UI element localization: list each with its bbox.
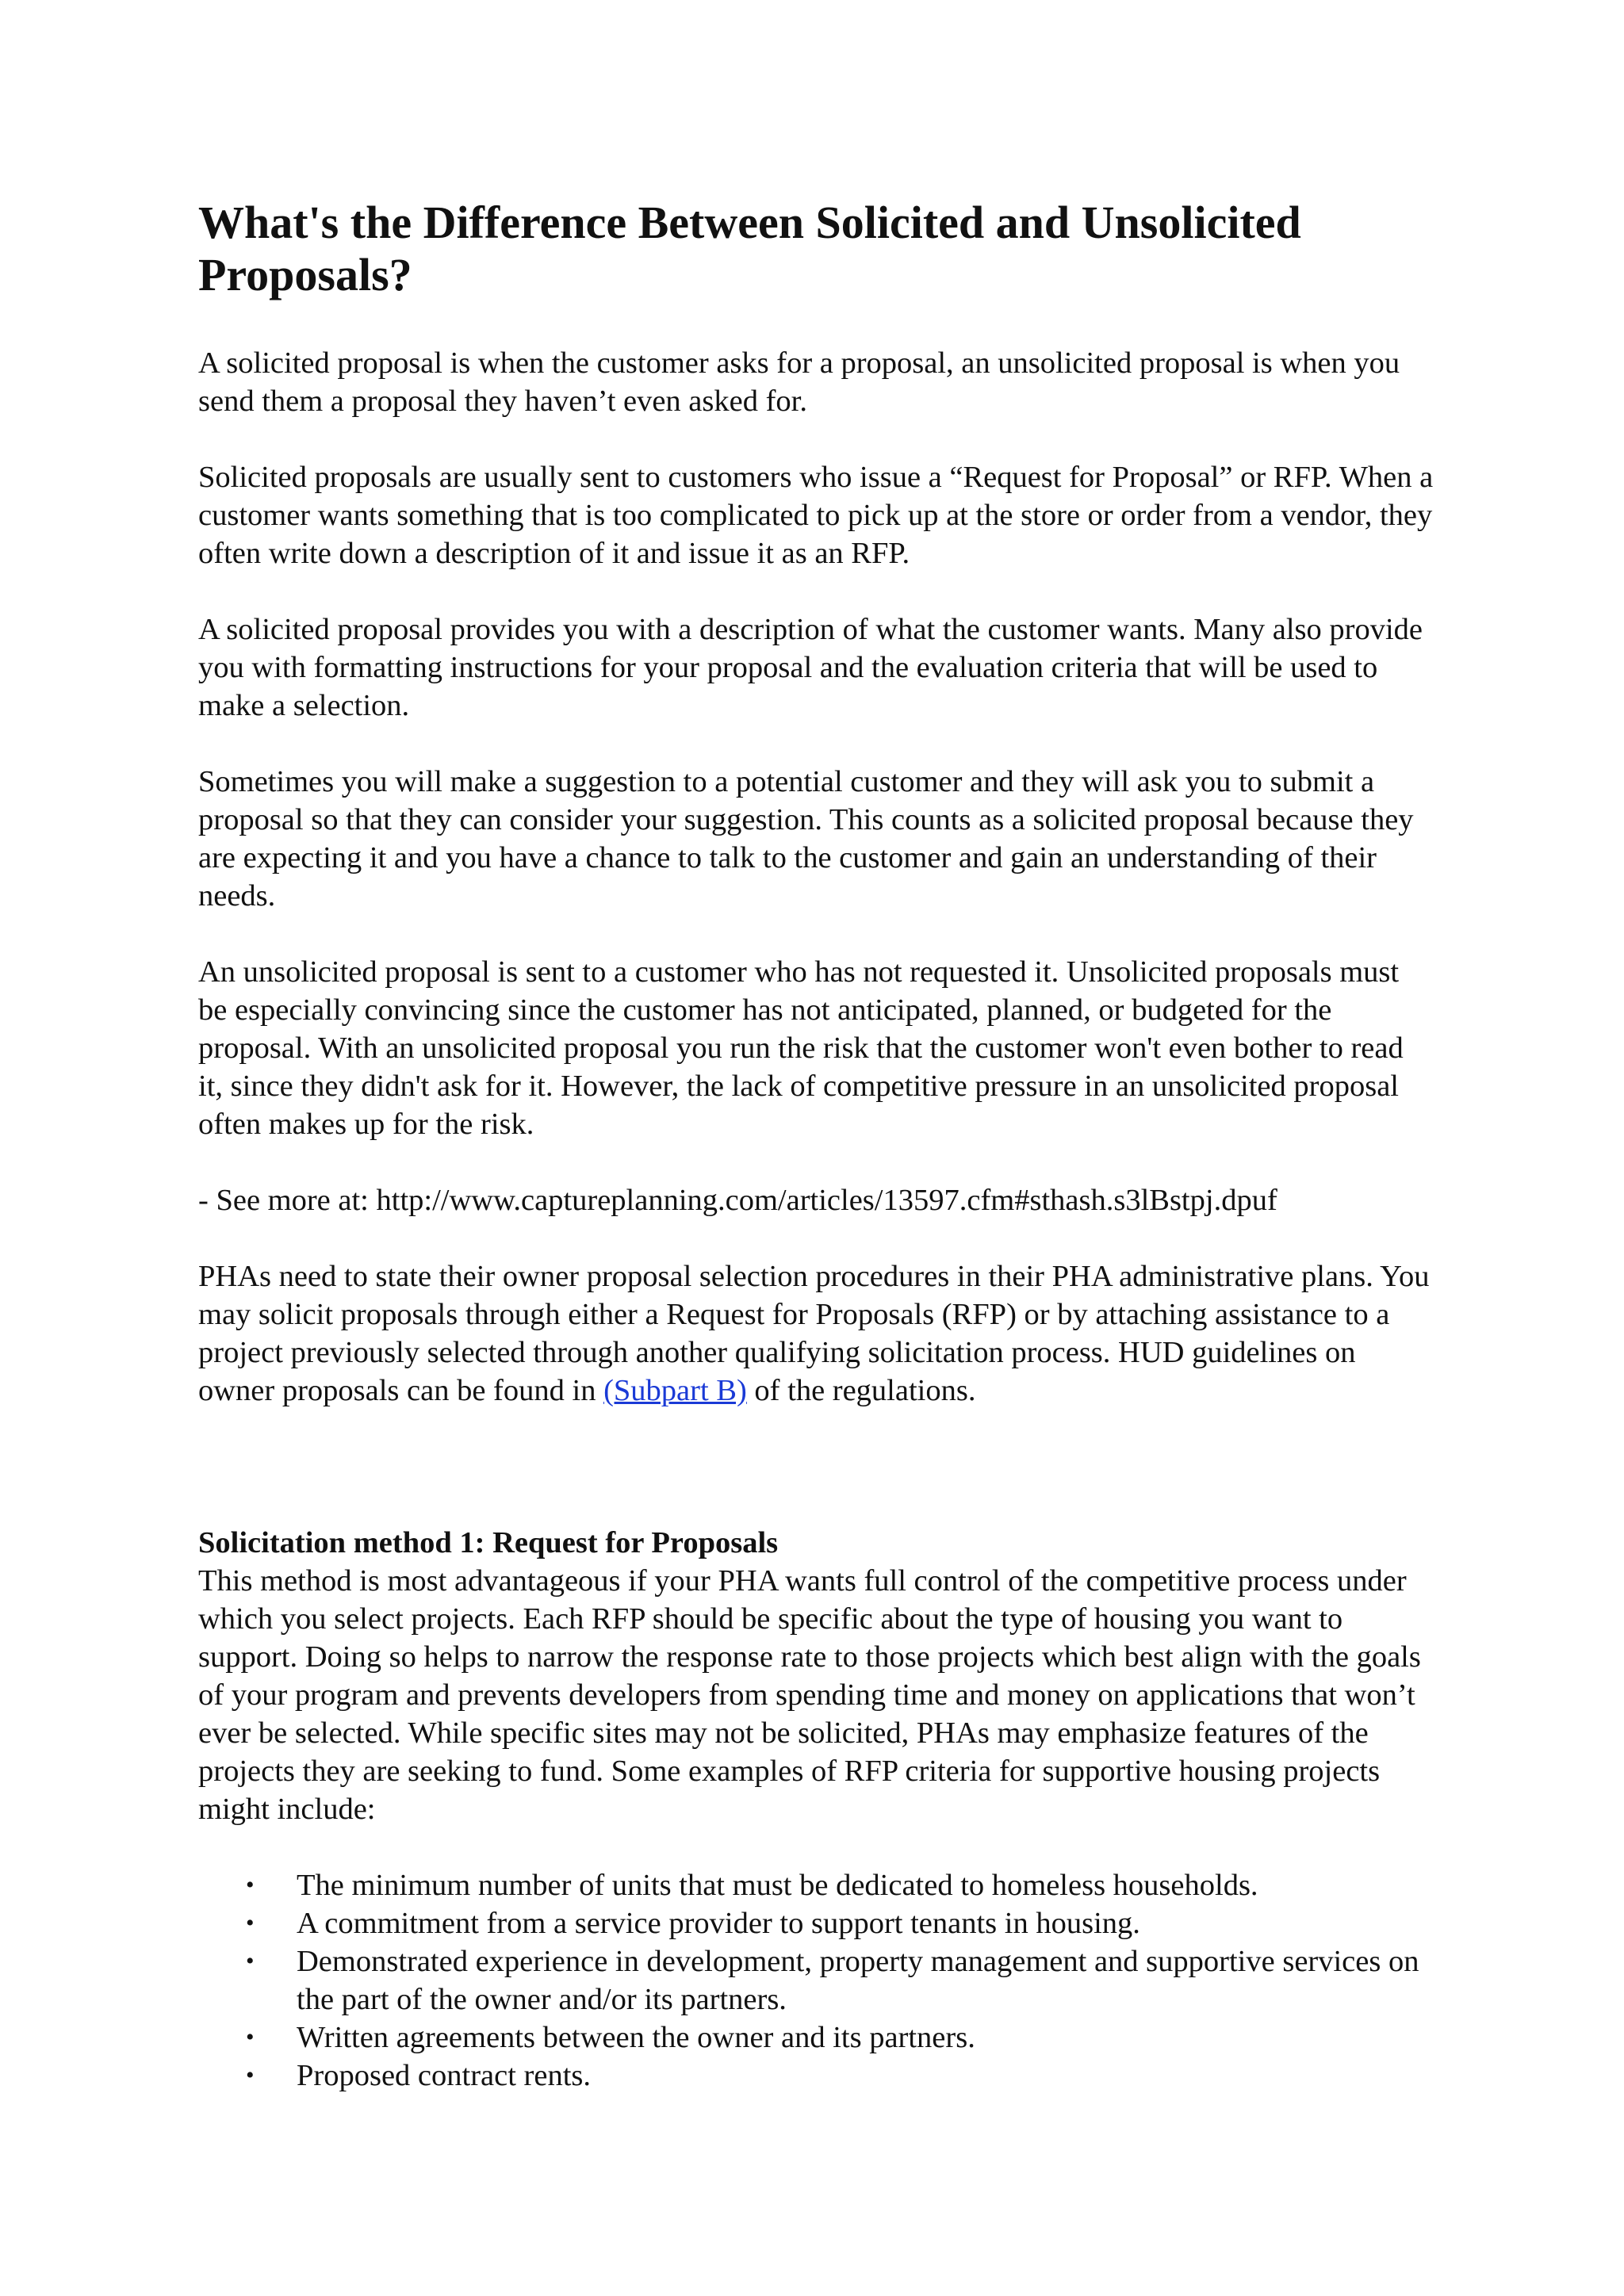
list-item (198, 2057, 1435, 2095)
document-page (198, 197, 1435, 2095)
pha-text: PHAs need to state their owner proposal selection procedures in their PHA administrative plans. You may solicit proposals through either a Request for Proposals (RFP) or by attaching assistance to a project previously selected through another qualifying solicitation process. HUD guidelines on owner proposals can be found in (198, 1260, 1430, 1407)
section-body: This method is most advantageous if your PHA wants full control of the competitive process under which you select projects. Each RFP should be specific about the type of housing you want to support. Doing so helps to narrow the response rate to those projects which best align with the goals of your program and prevents developers from spending time and money on applications that won’t ever be selected. While specific sites may not be solicited, PHAs may emphasize features of the projects they are seeking to fund. Some examples of RFP criteria for supportive housing projects might include: (198, 1564, 1421, 1826)
paragraph-suggestion: Sometimes you will make a suggestion to a potential customer and they will ask you to submit a proposal so that they can consider your suggestion. This counts as a solicited proposal because they are expecting it and you have a chance to talk to the customer and gain an understanding of their needs. (198, 765, 1414, 913)
subpart-b-link[interactable]: (Subpart B) (603, 1374, 747, 1407)
list-item-text: Demonstrated experience in development, property management and supportive services on the part of the owner and/or its partners. (297, 1945, 1419, 2016)
bullet-icon: • (246, 1910, 255, 1936)
bullet-icon: • (246, 1948, 255, 1974)
list-item-text: Proposed contract rents. (297, 2059, 591, 2092)
rfp-criteria-list (198, 1866, 1435, 2095)
bullet-icon: • (246, 2062, 255, 2088)
paragraph-pha-procedures (198, 1257, 1435, 1410)
list-item-text: The minimum number of units that must be dedicated to homeless households. (297, 1869, 1258, 1902)
paragraph-solicited-definition: A solicited proposal is when the customer asks for a proposal, an unsolicited proposal is when you send them a proposal they haven’t even asked for. (198, 346, 1400, 418)
list-item-text: A commitment from a service provider to support tenants in housing. (297, 1907, 1140, 1940)
paragraph-rfp-explanation: Solicited proposals are usually sent to customers who issue a “Request for Proposal” or RFP. When a customer wants something that is too complicated to pick up at the store or order from a vendor, they often write down a description of it and issue it as an RFP. (198, 461, 1434, 570)
source-reference: - See more at: http://www.captureplanning.com/articles/13597.cfm#sthash.s3lBstpj.dpuf (198, 1184, 1277, 1217)
list-item-text: Written agreements between the owner and its partners. (297, 2021, 975, 2054)
list-item (198, 1866, 1435, 1904)
paragraph-solicited-description: A solicited proposal provides you with a description of what the customer wants. Many also provide you with formatting instructions for your proposal and the evaluation criteria that will be used to make a selection. (198, 613, 1423, 722)
paragraph-unsolicited: An unsolicited proposal is sent to a customer who has not requested it. Unsolicited proposals must be especially convincing since the customer has not anticipated, planned, or budgeted for the proposal. With an unsolicited proposal you run the risk that the customer won't even bother to read it, since they didn't ask for it. However, the lack of competitive pressure in an unsolicited proposal often makes up for the risk. (198, 955, 1404, 1141)
section-heading: Solicitation method 1: Request for Proposals (198, 1526, 779, 1559)
list-item (198, 1904, 1435, 1942)
section-spacer (198, 1448, 1435, 1524)
list-item (198, 2019, 1435, 2057)
list-item (198, 1942, 1435, 2019)
document-title: What's the Difference Between Solicited and Unsolicited Proposals? (198, 197, 1301, 300)
bullet-icon: • (246, 2024, 255, 2050)
pha-text-end: of the regulations. (746, 1374, 976, 1407)
bullet-icon: • (246, 1872, 255, 1898)
